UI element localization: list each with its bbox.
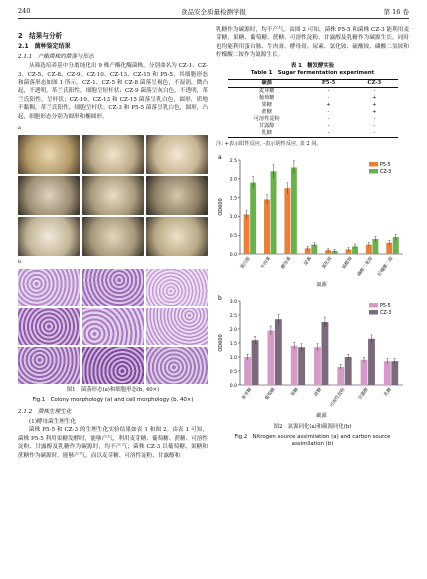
x-tick-label: 葡萄糖: [264, 387, 277, 402]
table-cell: +: [326, 101, 331, 108]
volume-label: 第 16 卷: [383, 8, 409, 16]
y-tick-label: 1.0: [229, 215, 237, 221]
x-tick-label: 可溶性淀粉: [329, 387, 347, 410]
bar: [391, 362, 398, 386]
right-column: [216, 26, 409, 448]
table-cell: -: [327, 87, 330, 94]
colony-photo: [82, 217, 144, 256]
table-cell: -: [373, 115, 376, 122]
bar: [393, 237, 399, 254]
table-cell: +: [372, 94, 377, 101]
subsubsection-heading: 2.1.1 产酯菌株的菌落与形态: [18, 53, 94, 60]
list-heading: (1)酵母菌生理生化: [29, 418, 77, 425]
journal-name: 食品安全质量检测学报: [181, 8, 246, 16]
x-tick-label: 果糖: [290, 387, 300, 398]
y-tick-label: 2.0: [229, 328, 237, 334]
subsubsection-heading: 2.1.2 菌株生理生化: [18, 409, 72, 416]
table-row: [228, 95, 398, 102]
table-note: 注: +表示阳性反应, -表示阴性反应, 表 2 同。: [216, 140, 322, 147]
table-cell: -: [327, 115, 330, 122]
y-tick-label: 3.0: [229, 300, 237, 306]
panel-label: a: [218, 154, 222, 162]
sugar-fermentation-table: [228, 79, 398, 138]
y-axis-label: OD600: [218, 198, 224, 216]
y-tick-label: 1.0: [229, 356, 237, 362]
x-tick-label: 甘露醇: [357, 387, 370, 402]
running-header: [18, 6, 409, 19]
x-axis-label: 氮源: [316, 282, 327, 289]
y-tick-label: 2.0: [229, 177, 237, 183]
table-cell: -: [373, 122, 376, 129]
bar: [252, 341, 259, 386]
figure-2-caption-en-line2: assimilation (b): [291, 441, 334, 448]
legend-label: P5-5: [380, 304, 391, 310]
table-row: [228, 116, 398, 123]
bar: [345, 357, 352, 385]
y-tick-label: 0.0: [229, 252, 237, 258]
cell-micrograph: [82, 269, 144, 306]
legend-label: CZ-3: [380, 170, 392, 176]
table-cell: -: [327, 108, 330, 115]
x-tick-label: 乳糖: [383, 387, 393, 398]
legend-label: P5-5: [380, 163, 391, 169]
paragraph-colony: 从筛选培养基中分离纯化出 9 株产酯化酶菌株，分别命名为 CZ-1、CZ-3、CZ-5、CZ-8、CZ-9、CZ-10、CZ-13、CZ-15 和 P5-5，其细胞形态和菌落形态如图 1 所示。CZ-1、CZ-5 和 CZ-8 菌落呈褐色，不湿润，微凸起，不透明，革兰氏阳性，细胞呈短杆状；CZ-9 菌落呈灰白色，不透明，革兰氏阳性，呈杆状；CZ-10、CZ-13 和 CZ-15 菌落呈乳白色，圆形，质地不黏稠，革兰氏阳性，细胞呈杆状；CZ-3 和 P5-5 菌落呈乳白色，圆形，凸起，细胞形态分别为圆形和椭圆形。: [18, 63, 208, 120]
table-row: [228, 123, 398, 130]
bar: [271, 171, 277, 254]
table-cell: 乳糖: [228, 130, 306, 138]
subsection-heading: 2.1 菌种鉴定结果: [18, 43, 71, 51]
bar: [264, 200, 270, 255]
colony-photo: [146, 176, 208, 215]
colony-photo: [18, 217, 80, 256]
colony-photo: [82, 135, 144, 174]
table-header-cell: CZ-3: [351, 79, 397, 87]
colony-photo: [146, 135, 208, 174]
section-heading: 2 结果与分析: [18, 32, 63, 40]
bar: [284, 188, 290, 254]
colony-photo-grid: [18, 135, 208, 256]
page-number: 240: [18, 7, 31, 15]
table-cell: -: [306, 130, 351, 138]
table-header-row: [228, 79, 398, 87]
table-header-cell: P5-5: [306, 79, 351, 87]
table-row: [228, 130, 398, 138]
panel-a-label: a: [18, 125, 21, 132]
figure-1: [18, 125, 208, 404]
table-row: [228, 102, 398, 109]
y-axis-label: OD600: [218, 334, 224, 353]
cell-micrograph: [18, 308, 80, 345]
bar: [322, 322, 329, 385]
bar: [244, 215, 250, 254]
paragraph-results: 乳糖作为碳源时，均不产气。由图 2 可知，菌株 P5-5 和菌株 CZ-3 能利用麦芽糖、果糖、葡萄糖、蔗糖、可溶性淀粉、甘露醇及乳糖作为碳源生长，同时也均能利用蛋白胨、牛肉膏、酵母膏、尿素、氯化铵、硫酸铵、磷酸二氢铵和柠檬酸二铵作为氮源生长。: [216, 27, 409, 59]
cell-micrograph: [82, 347, 144, 384]
bar: [291, 168, 297, 254]
x-axis-label: 碳源: [316, 413, 327, 420]
bar: [291, 346, 298, 385]
table-cell: 麦芽糖: [258, 87, 275, 94]
colony-photo: [146, 217, 208, 256]
cell-micrograph-grid: [18, 269, 208, 384]
x-tick-label: 尿素: [303, 256, 313, 267]
x-tick-label: 柠檬酸二铵: [377, 256, 395, 278]
table-1-caption-en: Table 1 Sugar fermentation experiment: [250, 69, 375, 76]
legend-label: CZ-3: [380, 311, 392, 317]
bar: [361, 360, 368, 385]
x-tick-label: 牛肉膏: [260, 256, 273, 271]
cell-micrograph: [18, 347, 80, 384]
bar: [384, 362, 391, 386]
colony-photo: [18, 135, 80, 174]
table-cell: -: [373, 87, 376, 94]
table-cell: -: [351, 130, 397, 138]
y-tick-label: 1.5: [229, 196, 237, 202]
legend-swatch: [369, 169, 378, 174]
x-tick-label: 硫酸铵: [341, 256, 354, 271]
carbon-assimilation-chart: [216, 291, 409, 419]
y-tick-label: 0.5: [229, 234, 237, 240]
table-row: [228, 109, 398, 116]
figure-2-caption-en: Fig.2 Nitrogen source assimilation (a) and carbon source: [234, 434, 391, 441]
table-cell: -: [327, 94, 330, 101]
figure-1-caption-cn: 图1 菌落形态(a)和细胞形态(b, 40×): [66, 387, 160, 394]
table-cell: 可溶性淀粉: [253, 115, 280, 122]
table-row: [228, 87, 398, 95]
left-column: [18, 26, 208, 460]
y-tick-label: 2.5: [229, 158, 237, 164]
colony-photo: [82, 176, 144, 215]
legend-swatch: [369, 162, 378, 167]
y-tick-label: 2.5: [229, 314, 237, 320]
figure-1-caption-en: Fig.1 Colony morphology (a) and cell morphology (b, 40×): [32, 397, 194, 404]
table-cell: 葡萄糖: [258, 94, 275, 101]
nitrogen-assimilation-chart: [216, 150, 409, 288]
bar: [250, 183, 256, 254]
bar: [244, 357, 251, 385]
table-cell: 果糖: [261, 101, 272, 108]
cell-micrograph: [146, 347, 208, 384]
cell-micrograph: [18, 269, 80, 306]
legend-swatch: [369, 303, 378, 308]
table-cell: 蔗糖: [261, 108, 272, 115]
table-cell: +: [372, 108, 377, 115]
table-cell: +: [372, 101, 377, 108]
cell-micrograph: [146, 308, 208, 345]
y-tick-label: 0.5: [229, 370, 237, 376]
bar: [267, 331, 274, 386]
x-tick-label: 磷酸二氢铵: [357, 256, 375, 278]
bar: [368, 339, 375, 385]
colony-photo: [18, 176, 80, 215]
y-tick-label: 0.0: [229, 384, 237, 390]
x-tick-label: 酵母膏: [280, 256, 293, 271]
panel-label: b: [218, 295, 222, 303]
legend-swatch: [369, 310, 378, 315]
table-1-caption-cn: 表 1 糖发酵实验: [290, 62, 335, 69]
x-tick-label: 氯化铵: [321, 256, 334, 271]
panel-b-label: b: [18, 259, 22, 266]
y-tick-label: 1.5: [229, 342, 237, 348]
bar: [298, 348, 305, 386]
bar: [275, 320, 282, 386]
table-cell: -: [327, 122, 330, 129]
bar: [337, 367, 344, 385]
x-tick-label: 蛋白胨: [239, 256, 252, 271]
table-cell: 甘露醇: [258, 122, 275, 129]
figure-2-caption-cn: 图2 氮源同化(a)和碳源同化(b): [273, 423, 352, 430]
cell-micrograph: [82, 308, 144, 345]
cell-micrograph: [146, 269, 208, 306]
x-tick-label: 蔗糖: [313, 387, 324, 398]
bar: [314, 348, 321, 386]
table-header-cell: 碳源: [228, 79, 306, 87]
x-tick-label: 麦芽糖: [241, 387, 254, 402]
paragraph-physiology: 菌株 P5-5 和 CZ-3 的生理生化实验结果如表 1 和图 2。由表 1 可知，菌株 P5-5 利用果糖发酵时，能够产气，利用麦芽糖、葡萄糖、蔗糖、可溶性淀粉、甘露醇及乳糖作为碳源时，均不产气；菌株 CZ-3 以葡萄糖、果糖和蔗糖作为碳源时，能够产气，而以麦芽糖、可溶性淀粉、甘露醇和: [18, 427, 208, 459]
